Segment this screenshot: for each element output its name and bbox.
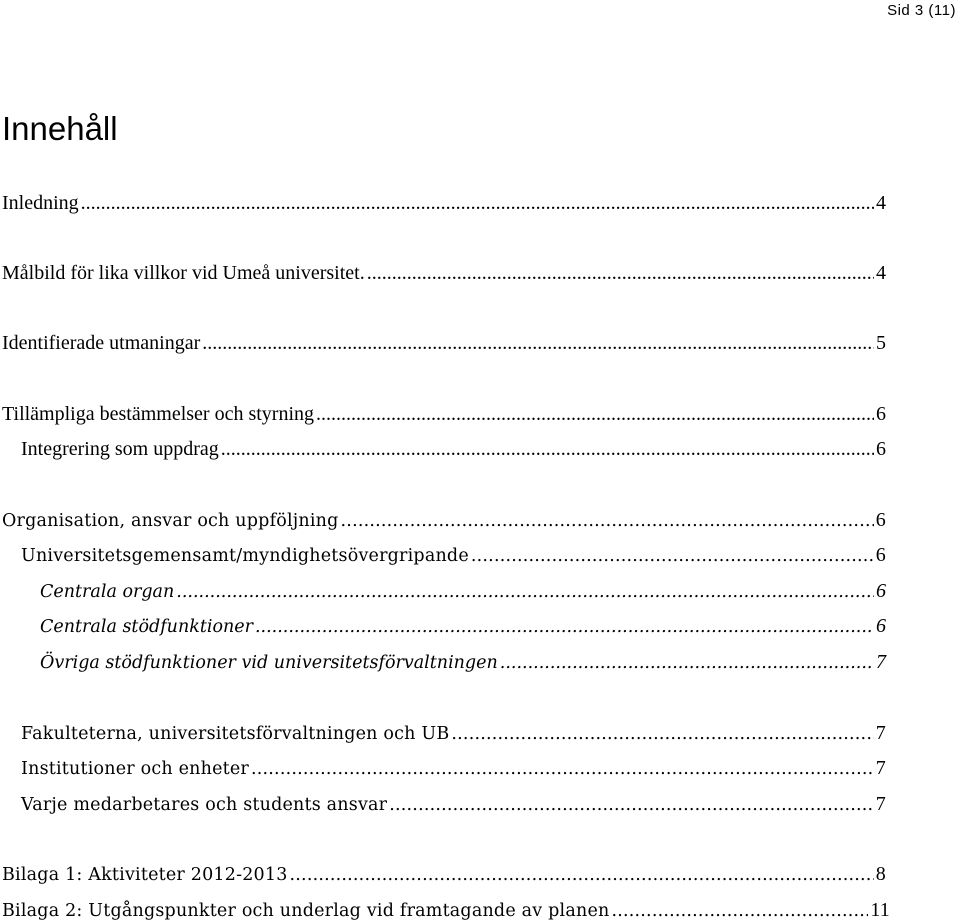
toc-entry-page: 5 bbox=[876, 332, 886, 354]
toc-entry-page: 4 bbox=[876, 262, 886, 284]
toc-entry-page: 6 bbox=[875, 544, 886, 566]
toc-entry-malbild[interactable] bbox=[2, 262, 886, 285]
toc-entry-label: Identifierade utmaningar bbox=[2, 332, 201, 354]
toc-leader bbox=[202, 332, 874, 355]
toc-entry-fakulteterna[interactable] bbox=[21, 722, 886, 745]
toc-entry-bilaga-1[interactable] bbox=[2, 863, 886, 886]
page-title: Innehåll bbox=[2, 110, 118, 147]
toc-entry-bilaga-2[interactable] bbox=[2, 899, 890, 922]
toc-entry-page: 6 bbox=[876, 438, 886, 460]
toc-entry-label: Inledning bbox=[2, 192, 79, 214]
toc-entry-label: Varje medarbetares och students ansvar bbox=[21, 795, 388, 815]
toc-entry-label: Övriga stödfunktioner vid universitetsförvaltningen bbox=[40, 653, 498, 673]
toc-entry-bestammelser[interactable] bbox=[2, 403, 886, 426]
toc-leader bbox=[251, 759, 874, 779]
toc-leader bbox=[500, 653, 874, 673]
toc-entry-universitetsgemensamt[interactable] bbox=[21, 544, 886, 567]
toc-leader bbox=[389, 795, 874, 815]
toc-entry-page: 7 bbox=[875, 757, 886, 779]
toc-entry-label: Centrala organ bbox=[40, 582, 175, 602]
toc-entry-page: 4 bbox=[876, 192, 886, 214]
toc-entry-page: 6 bbox=[876, 403, 886, 425]
toc-leader bbox=[471, 546, 874, 566]
toc-entry-page: 6 bbox=[875, 509, 886, 531]
toc-leader bbox=[451, 724, 873, 744]
toc-entry-label: Universitetsgemensamt/myndighetsövergripande bbox=[21, 546, 469, 566]
toc-entry-inledning[interactable] bbox=[2, 192, 886, 215]
toc-leader bbox=[316, 403, 874, 426]
toc-leader bbox=[255, 617, 874, 637]
toc-entry-page: 7 bbox=[875, 793, 886, 815]
toc-leader bbox=[176, 582, 874, 602]
toc-leader bbox=[221, 438, 874, 461]
toc-entry-label: Bilaga 1: Aktiviteter 2012-2013 bbox=[2, 865, 288, 885]
toc-entry-page: 6 bbox=[876, 580, 886, 602]
toc-entry-page: 8 bbox=[875, 863, 886, 885]
toc-entry-label: Målbild för lika villkor vid Umeå universitet. bbox=[2, 262, 365, 284]
toc-leader bbox=[81, 192, 874, 215]
toc-entry-page: 6 bbox=[876, 615, 886, 637]
toc-entry-page: 7 bbox=[876, 651, 886, 673]
toc-leader bbox=[290, 865, 874, 885]
toc-entry-label: Organisation, ansvar och uppföljning bbox=[2, 511, 339, 531]
toc-entry-page: 7 bbox=[875, 722, 886, 744]
toc-leader bbox=[611, 901, 868, 921]
toc-entry-institutioner[interactable] bbox=[21, 757, 886, 780]
toc-entry-organisation[interactable] bbox=[2, 509, 886, 532]
toc-entry-ovriga-stodfunktioner[interactable] bbox=[40, 651, 886, 674]
toc-entry-label: Tillämpliga bestämmelser och styrning bbox=[2, 403, 315, 425]
toc-entry-page: 11 bbox=[870, 899, 890, 921]
toc-entry-varje-medarbetare[interactable] bbox=[21, 793, 886, 816]
toc-entry-label: Institutioner och enheter bbox=[21, 759, 249, 779]
toc-leader bbox=[367, 262, 874, 285]
toc-entry-label: Centrala stödfunktioner bbox=[40, 617, 253, 637]
toc-entry-integrering[interactable] bbox=[21, 438, 886, 461]
toc-entry-label: Integrering som uppdrag bbox=[21, 438, 219, 460]
toc-entry-centrala-organ[interactable] bbox=[40, 580, 886, 603]
toc-leader bbox=[341, 511, 874, 531]
toc-entry-label: Fakulteterna, universitetsförvaltningen och UB bbox=[21, 724, 450, 744]
page-number: Sid 3 (11) bbox=[887, 2, 956, 19]
toc-entry-centrala-stodfunktioner[interactable] bbox=[40, 615, 886, 638]
toc-entry-utmaningar[interactable] bbox=[2, 332, 886, 355]
toc-entry-label: Bilaga 2: Utgångspunkter och underlag vid framtagande av planen bbox=[2, 901, 610, 921]
